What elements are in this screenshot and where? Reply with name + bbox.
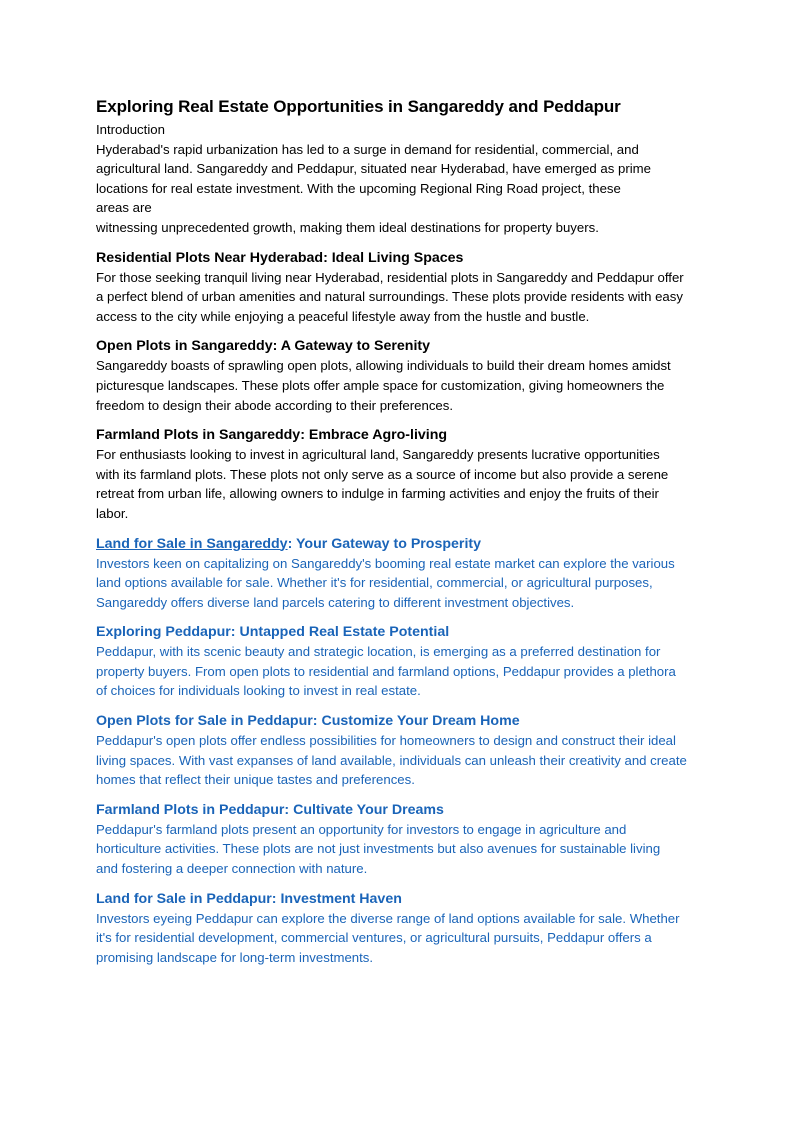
section-line: and fostering a deeper connection with nature.: [96, 861, 368, 877]
document-title: Exploring Real Estate Opportunities in Sangareddy and Peddapur: [96, 97, 621, 116]
section-line: Investors keen on capitalizing on Sangareddy's booming real estate market can explore the various: [96, 555, 675, 571]
section-exploring-peddapur: [96, 622, 696, 701]
section-heading: Open Plots for Sale in Peddapur: Customize Your Dream Home: [96, 713, 520, 730]
intro-paragraph: [96, 140, 696, 238]
section-line: picturesque landscapes. These plots offer ample space for customization, giving homeowners the: [96, 377, 665, 393]
section-line: land options available for sale. Whether it's for residential, commercial, or agricultural purposes,: [96, 575, 653, 591]
section-line: homes that reflect their unique tastes and preferences.: [96, 772, 415, 788]
document-page: [96, 96, 696, 967]
section-line: Investors eyeing Peddapur can explore the diverse range of land options available for sale. Whether: [96, 910, 680, 926]
section-heading: [96, 534, 696, 554]
section-line: of choices for individuals looking to invest in real estate.: [96, 683, 421, 699]
section-heading: Residential Plots Near Hyderabad: Ideal Living Spaces: [96, 249, 464, 266]
intro-line: witnessing unprecedented growth, making them ideal destinations for property buyers.: [96, 219, 599, 235]
intro-line: areas are: [96, 200, 152, 216]
section-line: Peddapur's farmland plots present an opportunity for investors to engage in agriculture and: [96, 821, 627, 837]
section-farmland-sangareddy: [96, 425, 696, 523]
intro-label: Introduction: [96, 122, 165, 137]
section-line: access to the city while enjoying a peaceful lifestyle away from the hustle and bustle.: [96, 308, 590, 324]
section-line: freedom to design their abode according to their preferences.: [96, 397, 454, 413]
section-line: with its farmland plots. These plots not only serve as a source of income but also provide a serene: [96, 466, 669, 482]
section-line: horticulture activities. These plots are not just investments but also avenues for sustainable living: [96, 841, 661, 857]
section-land-sale-peddapur: [96, 889, 696, 968]
section-heading-rest: : Your Gateway to Prosperity: [287, 535, 481, 552]
section-line: Peddapur's open plots offer endless possibilities for homeowners to design and construct their ideal: [96, 733, 676, 749]
section-residential-plots: [96, 248, 696, 327]
section-line: property buyers. From open plots to residential and farmland options, Peddapur provides a plethora: [96, 663, 676, 679]
intro-line: agricultural land. Sangareddy and Peddapur, situated near Hyderabad, have emerged as prime: [96, 161, 651, 177]
section-line: Sangareddy offers diverse land parcels catering to different investment objectives.: [96, 594, 575, 610]
section-line: a perfect blend of urban amenities and natural surroundings. These plots provide residents with easy: [96, 289, 683, 305]
section-line: Sangareddy boasts of sprawling open plots, allowing individuals to build their dream homes amidst: [96, 358, 671, 374]
section-line: promising landscape for long-term investments.: [96, 949, 374, 965]
section-heading: Farmland Plots in Peddapur: Cultivate Your Dreams: [96, 801, 444, 818]
section-heading: Farmland Plots in Sangareddy: Embrace Agro-living: [96, 427, 448, 444]
intro-line: Hyderabad's rapid urbanization has led to a surge in demand for residential, commercial, and: [96, 141, 639, 157]
section-land-sale-sangareddy: [96, 534, 696, 613]
section-line: Peddapur, with its scenic beauty and strategic location, is emerging as a preferred destination for: [96, 644, 661, 660]
section-heading: Exploring Peddapur: Untapped Real Estate Potential: [96, 624, 450, 641]
land-for-sale-sangareddy-link[interactable]: Land for Sale in Sangareddy: [96, 535, 288, 552]
intro-line: locations for real estate investment. With the upcoming Regional Ring Road project, these: [96, 180, 621, 196]
section-line: it's for residential development, commercial ventures, or agricultural pursuits, Peddapur offers a: [96, 930, 652, 946]
section-line: retreat from urban life, allowing owners to indulge in farming activities and enjoy the fruits of their: [96, 486, 659, 502]
section-line: labor.: [96, 505, 129, 521]
section-line: For those seeking tranquil living near Hyderabad, residential plots in Sangareddy and Peddapur offer: [96, 269, 684, 285]
section-farmland-peddapur: [96, 800, 696, 879]
section-heading: Land for Sale in Peddapur: Investment Haven: [96, 890, 402, 907]
section-open-plots-peddapur: [96, 711, 696, 790]
section-line: For enthusiasts looking to invest in agricultural land, Sangareddy presents lucrative opportunities: [96, 447, 660, 463]
section-open-plots-sangareddy: [96, 336, 696, 415]
section-heading: Open Plots in Sangareddy: A Gateway to Serenity: [96, 338, 431, 355]
section-line: living spaces. With vast expanses of land available, individuals can unleash their creativity and create: [96, 752, 687, 768]
